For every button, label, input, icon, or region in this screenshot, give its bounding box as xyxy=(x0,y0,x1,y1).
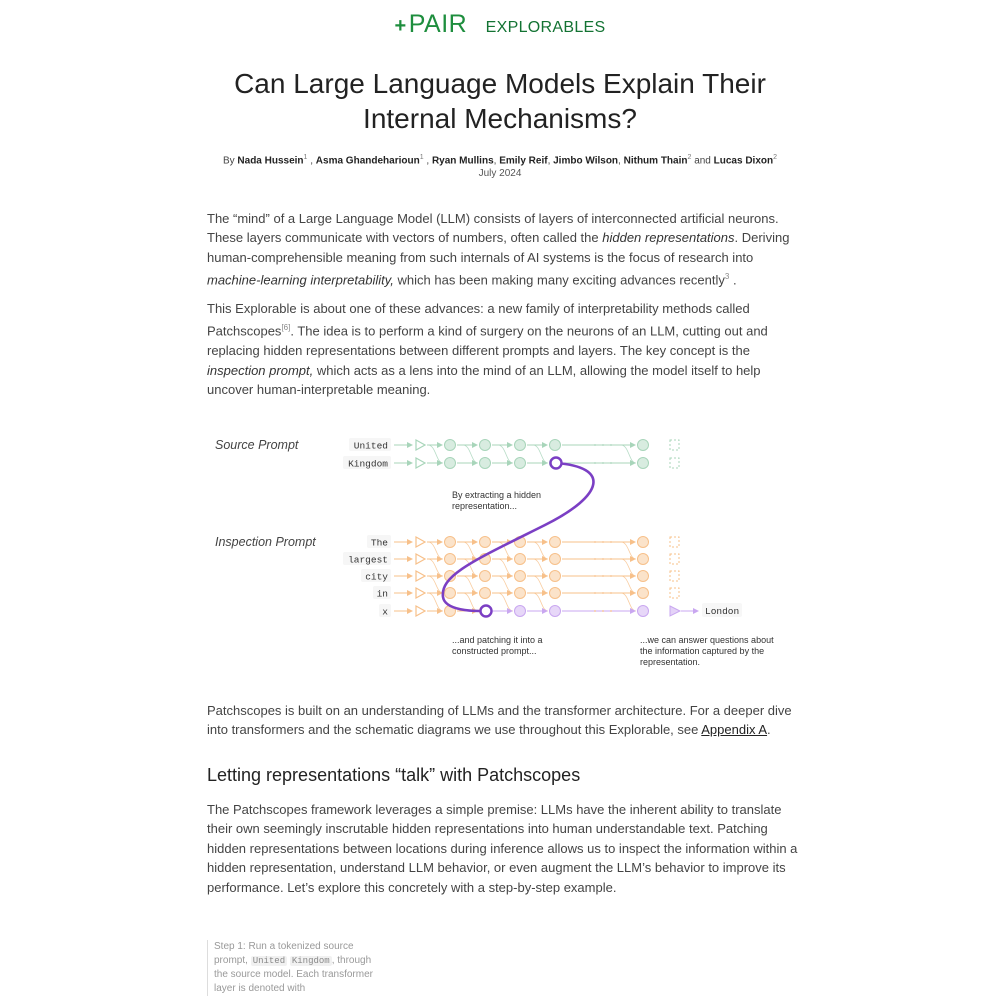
inspection-embed-node xyxy=(416,606,425,616)
appendix-a-link[interactable]: Appendix A xyxy=(701,722,768,738)
patchscopes-paragraph: The Patchscopes framework leverages a simple premise: LLMs have the inherent ability to translate their own seemingly inscrutable hidden representations into human understandable text. Patching hidden representations between locations during inference allows us to inspect the information within a hidden representation, understand LLM behavior, or even augment the LLM’s behavior to improve its performance. Let’s explore this concretely with a step-by-step example. xyxy=(207,802,798,895)
byline-prefix: By xyxy=(222,155,235,167)
inspection-attention-edge xyxy=(498,593,513,611)
inspection-layer-node xyxy=(445,554,456,565)
inspection-attention-edge xyxy=(498,559,513,576)
emphasis-ml-interpretability: machine-learning interpretability, xyxy=(207,272,394,288)
inspection-attention-edge xyxy=(463,593,478,611)
source-ellipsis-dot xyxy=(610,444,612,446)
source-ellipsis-dot xyxy=(610,462,612,464)
inspection-layer-node xyxy=(550,571,561,582)
inspection-embed-node xyxy=(416,571,425,581)
source-attention-edge xyxy=(621,445,636,463)
source-ellipsis-dot xyxy=(594,444,596,446)
footnote-ref[interactable]: 3 xyxy=(724,272,730,282)
caption-line: ...and patching it into a xyxy=(452,635,543,645)
inspection-prompt-label: Inspection Prompt xyxy=(215,535,316,549)
caption-patch xyxy=(452,635,545,656)
source-layer-node xyxy=(445,440,456,451)
inspection-attention-edge xyxy=(428,593,443,611)
section-heading: Letting representations “talk” with Patchscopes xyxy=(207,765,581,785)
inspection-attention-edge xyxy=(621,559,636,576)
byline-and: and xyxy=(694,155,711,167)
source-ellipsis-dot xyxy=(602,462,604,464)
inspection-layer-node xyxy=(638,606,649,617)
emphasis-hidden-representations: hidden representations xyxy=(602,230,735,246)
transformer-paragraph xyxy=(207,701,802,740)
inspection-layer-node xyxy=(445,588,456,599)
source-ellipsis-dot xyxy=(602,444,604,446)
author-name: Ryan Mullins xyxy=(431,155,494,167)
inspection-layer-node xyxy=(480,571,491,582)
source-output-node xyxy=(670,458,679,468)
caption-line: By extracting a hidden xyxy=(452,490,542,500)
inspection-ellipsis-dot xyxy=(610,575,612,577)
author-name: Asma Ghandeharioun xyxy=(315,155,420,167)
inspection-layer-node xyxy=(550,554,561,565)
inspection-attention-edge xyxy=(498,576,513,593)
inspection-ellipsis-dot xyxy=(602,575,604,577)
inspection-layer-node xyxy=(515,571,526,582)
inspection-attention-edge xyxy=(621,593,636,611)
caption-line: constructed prompt... xyxy=(452,646,537,656)
pair-logo-link[interactable] xyxy=(394,10,472,38)
inspection-layer-node xyxy=(480,537,491,548)
inspection-token: largest xyxy=(348,554,388,566)
caption-answer xyxy=(640,635,776,667)
source-layer-node xyxy=(515,440,526,451)
inspection-output-node xyxy=(670,571,679,581)
author-name: Nithum Thain xyxy=(623,155,688,167)
author-name: Emily Reif xyxy=(499,155,548,167)
inspection-ellipsis-dot xyxy=(602,592,604,594)
inspection-attention-edge xyxy=(533,576,548,593)
source-prompt-label: Source Prompt xyxy=(215,438,299,452)
pair-logo: PAIR xyxy=(408,10,468,38)
inspection-ellipsis-dot xyxy=(594,575,596,577)
inspection-attention-edge xyxy=(428,576,443,593)
text-run: . The idea is to perform a kind of surgery on the neurons of an LLM, cutting out and replacing hidden representations between different prompts and layers. The key concept is the xyxy=(207,323,768,359)
inspection-output-node xyxy=(670,537,679,547)
inspection-layer-node xyxy=(550,588,561,599)
inspection-ellipsis-dot xyxy=(602,541,604,543)
source-output-node xyxy=(670,440,679,450)
inspection-ellipsis-dot xyxy=(610,610,612,612)
author-affiliation: 2 xyxy=(773,154,778,161)
intro-paragraph-1 xyxy=(207,209,802,290)
page-title: Can Large Language Models Explain Their Internal Mechanisms? xyxy=(234,68,766,134)
inspection-output-node xyxy=(670,554,679,564)
inspection-token: The xyxy=(370,537,388,549)
caption-line: representation... xyxy=(452,501,518,511)
inspection-layer-node xyxy=(445,537,456,548)
source-layer-node xyxy=(638,458,649,469)
author-affiliation: 1 xyxy=(419,154,424,161)
author-name: Jimbo Wilson xyxy=(553,155,619,167)
text-run: which has been making many exciting advances recently xyxy=(393,272,725,288)
inspection-ellipsis-dot xyxy=(610,592,612,594)
source-attention-edge xyxy=(533,445,548,463)
citation-ref[interactable]: [6] xyxy=(281,323,291,333)
text-run: This Explorable is about one of these advances: a new family of interpretability methods called Patchscopes xyxy=(207,301,750,339)
inspection-attention-edge xyxy=(533,542,548,559)
inspection-ellipsis-dot xyxy=(594,541,596,543)
author-name: Nada Hussein xyxy=(237,155,304,167)
step-1-text xyxy=(207,940,374,996)
text-run: which acts as a lens into the mind of an LLM, allowing the model itself to help uncover human-interpretable meaning. xyxy=(207,362,761,397)
inspection-attention-edge xyxy=(621,576,636,593)
inspection-token: x xyxy=(382,606,388,618)
inspection-layer-node xyxy=(638,537,649,548)
source-layer-node xyxy=(515,458,526,469)
inspection-layer-node xyxy=(515,588,526,599)
inspection-attention-edge xyxy=(428,542,443,559)
inspection-ellipsis-dot xyxy=(610,558,612,560)
explorables-link[interactable] xyxy=(472,19,606,36)
inspection-attention-edge xyxy=(463,542,478,559)
inspection-layer-node xyxy=(638,571,649,582)
text-run: . xyxy=(767,722,771,738)
caption-line: representation. xyxy=(640,657,701,667)
source-attention-edge xyxy=(428,445,443,463)
patched-representation-node xyxy=(481,606,492,617)
source-token: United xyxy=(353,440,388,452)
source-token: Kingdom xyxy=(348,458,388,470)
caption-line: the information captured by the xyxy=(640,646,765,656)
source-embed-node xyxy=(416,458,425,468)
inspection-ellipsis-dot xyxy=(602,610,604,612)
publication-date: July 2024 xyxy=(478,168,522,180)
inspection-token: city xyxy=(365,571,388,583)
token-united: United xyxy=(252,956,286,966)
source-layer-node xyxy=(480,458,491,469)
source-attention-edge xyxy=(498,445,513,463)
inspection-attention-edge xyxy=(428,559,443,576)
site-header xyxy=(0,10,1000,39)
inspection-attention-edge xyxy=(533,593,548,611)
caption-line: ...we can answer questions about xyxy=(640,635,774,645)
author-name: Lucas Dixon xyxy=(713,155,774,167)
inspection-layer-node xyxy=(638,588,649,599)
source-layer-node xyxy=(550,440,561,451)
inspection-layer-node xyxy=(550,606,561,617)
inspection-ellipsis-dot xyxy=(610,541,612,543)
text-run: . Deriving human-comprehensible meaning from such internals of AI systems is the focus of research into xyxy=(207,230,790,265)
inspection-output-node xyxy=(670,588,679,598)
text-run: Patchscopes is built on an understanding of LLMs and the transformer architecture. For a deeper dive into transformers and the schematic diagrams we use throughout this Explorable, see xyxy=(207,703,792,738)
inspection-layer-node xyxy=(515,554,526,565)
text-run: , through the source model. Each transformer layer is denoted with xyxy=(214,955,373,994)
inspection-attention-edge xyxy=(463,576,478,593)
inspection-ellipsis-dot xyxy=(594,592,596,594)
text-run: . xyxy=(729,272,737,288)
inspection-ellipsis-dot xyxy=(602,558,604,560)
inspection-ellipsis-dot xyxy=(594,558,596,560)
source-layer-node xyxy=(480,440,491,451)
caption-extract xyxy=(452,490,544,511)
source-layer-node xyxy=(638,440,649,451)
source-layer-node xyxy=(445,458,456,469)
inspection-ellipsis-dot xyxy=(594,610,596,612)
intro-paragraph-2 xyxy=(207,299,802,399)
source-attention-edge xyxy=(463,445,478,463)
inspection-embed-node xyxy=(416,588,425,598)
inspection-layer-node xyxy=(515,606,526,617)
inspection-embed-node xyxy=(416,554,425,564)
patchscope-diagram xyxy=(205,425,805,685)
pair-plus-icon: + xyxy=(394,15,407,37)
text-run: Step 1: Run a tokenized source prompt, xyxy=(214,941,354,966)
inspection-layer-node xyxy=(550,537,561,548)
inspection-attention-edge xyxy=(621,542,636,559)
inspection-layer-node xyxy=(480,588,491,599)
author-affiliation: 2 xyxy=(687,154,692,161)
text-run: The “mind” of a Large Language Model (LLM) consists of layers of interconnected artificial neurons. These layers communicate with vectors of numbers, often called the xyxy=(207,211,779,246)
output-token: London xyxy=(705,606,740,617)
inspection-token: in xyxy=(376,588,388,600)
explorables-label: EXPLORABLES xyxy=(485,19,606,36)
source-embed-node xyxy=(416,440,425,450)
byline: By Nada Hussein$^1$ , Asma Ghandeharioun$^1$ , Ryan Mullins, Emily Reif, Jimbo Wilson, Nithum Thain$^2$ and Lucas Dixon$^2$ July 2024 xyxy=(150,151,850,180)
source-ellipsis-dot xyxy=(594,462,596,464)
extracted-representation-node xyxy=(551,458,562,469)
emphasis-inspection-prompt: inspection prompt, xyxy=(207,362,314,378)
inspection-attention-edge xyxy=(533,559,548,576)
token-kingdom: Kingdom xyxy=(291,956,330,966)
author-affiliation: 1 xyxy=(303,154,308,161)
inspection-layer-node xyxy=(638,554,649,565)
inspection-embed-node xyxy=(416,537,425,547)
inspection-output-node xyxy=(670,606,680,616)
